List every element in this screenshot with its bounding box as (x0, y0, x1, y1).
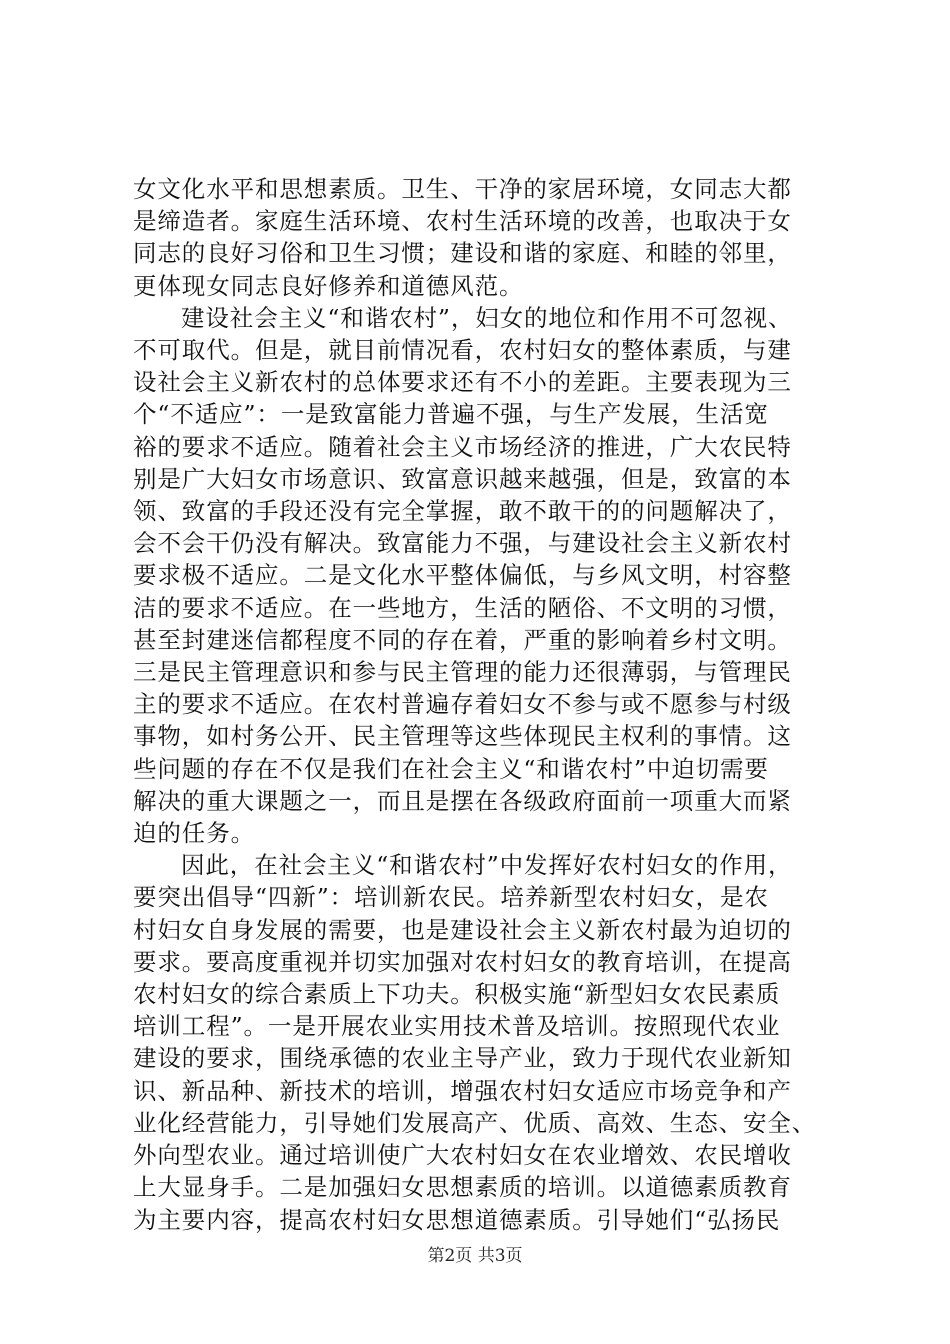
text-line: 农村妇女的综合素质上下功夫。积极实施“新型妇女农民素质 (133, 980, 781, 1009)
paragraph-2 (133, 302, 823, 849)
text-line: 些问题的存在不仅是我们在社会主义“和谐农村”中迫切需要 (133, 754, 769, 783)
text-line: 要突出倡导“四新”：培训新农民。培养新型农村妇女，是农 (133, 883, 769, 912)
text-line: 上大显身手。二是加强妇女思想素质的培训。以道德素质教育 (133, 1173, 792, 1202)
text-line: 裕的要求不适应。随着社会主义市场经济的推进，广大农民特 (133, 432, 792, 461)
text-line: 解决的重大课题之一，而且是摆在各级政府面前一项重大而紧 (133, 786, 792, 815)
text-line: 要求极不适应。二是文化水平整体偏低，与乡风文明，村容整 (133, 561, 792, 590)
text-line: 外向型农业。通过培训使广大农村妇女在农业增效、农民增收 (133, 1141, 792, 1170)
paragraph-3 (133, 849, 823, 1235)
text-line: 是缔造者。家庭生活环境、农村生活环境的改善，也取决于女 (133, 207, 792, 236)
text-line: 识、新品种、新技术的培训，增强农村妇女适应市场竞争和产 (133, 1076, 792, 1105)
paragraph-1 (133, 173, 823, 302)
text-line: 洁的要求不适应。在一些地方，生活的陋俗、不文明的习惯， (133, 593, 792, 622)
text-line: 领、致富的手段还没有完全掌握，敢不敢干的的问题解决了， (133, 497, 792, 526)
text-line: 村妇女自身发展的需要，也是建设社会主义新农村最为迫切的 (133, 915, 792, 944)
text-line: 更体现女同志良好修养和道德风范。 (133, 271, 524, 300)
text-line: 会不会干仍没有解决。致富能力不强，与建设社会主义新农村 (133, 529, 792, 558)
text-line: 为主要内容，提高农村妇女思想道德素质。引导她们“弘扬民 (133, 1205, 781, 1234)
body-text (133, 173, 823, 1236)
text-line: 要求。要高度重视并切实加强对农村妇女的教育培训，在提高 (133, 947, 792, 976)
text-line: 建设社会主义“和谐农村”，妇女的地位和作用不可忽视、 (181, 303, 793, 332)
text-line: 三是民主管理意识和参与民主管理的能力还很薄弱，与管理民 (133, 658, 792, 687)
text-line: 不可取代。但是，就目前情况看，农村妇女的整体素质，与建 (133, 336, 792, 365)
text-line: 设社会主义新农村的总体要求还有不小的差距。主要表现为三 (133, 368, 792, 397)
text-line: 同志的良好习俗和卫生习惯；建设和谐的家庭、和睦的邻里， (133, 239, 792, 268)
text-line: 培训工程”。一是开展农业实用技术普及培训。按照现代农业 (133, 1012, 781, 1041)
text-line: 业化经营能力，引导她们发展高产、优质、高效、生态、安全、 (133, 1108, 817, 1137)
text-line: 女文化水平和思想素质。卫生、干净的家居环境，女同志大都 (133, 175, 792, 203)
page-footer: 第2页 共3页 (427, 1246, 523, 1266)
text-line: 主的要求不适应。在农村普遍存着妇女不参与或不愿参与村级 (133, 690, 792, 719)
text-line: 甚至封建迷信都程度不同的存在着，严重的影响着乡村文明。 (133, 625, 792, 654)
text-line: 事物，如村务公开、民主管理等这些体现民主权利的事情。这 (133, 722, 792, 751)
text-line: 因此，在社会主义“和谐农村”中发挥好农村妇女的作用， (181, 851, 793, 880)
text-line: 个“不适应”：一是致富能力普遍不强，与生产发展，生活宽 (133, 400, 769, 429)
text-line: 迫的任务。 (133, 819, 255, 848)
text-line: 建设的要求，围绕承德的农业主导产业，致力于现代农业新知 (133, 1044, 792, 1073)
text-line: 别是广大妇女市场意识、致富意识越来越强，但是，致富的本 (133, 464, 792, 493)
